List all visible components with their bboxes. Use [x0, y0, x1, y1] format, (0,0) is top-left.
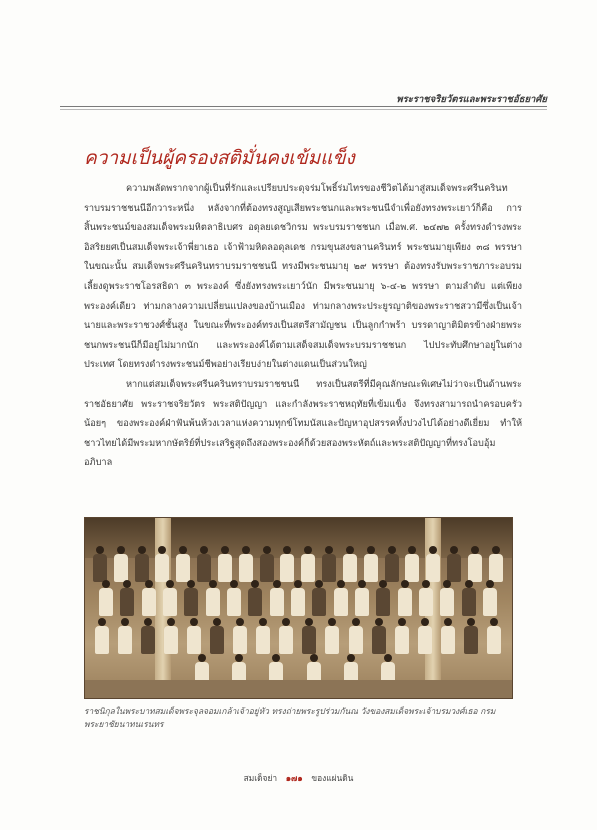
photo-person [398, 580, 412, 616]
photo-person [164, 618, 178, 654]
photo-person [302, 618, 316, 654]
paragraph-1: ความพลัดพรากจากผู้เป็นที่รักและเปรียบประดุจร่มโพธิ์ร่มไทรของชีวิตได้มาสู่สมเด็จพระศรีนครินทราบรมราชชนนีอีกวาระหนึ่ง หลังจากที่ต้องทรงสูญเสียพระชนกและพระชนนีจำเพื่อยังทรงพระเยาว์ก็คือ การสิ้นพระชนม์ของสมเด็จพระมหิตลาธิเบศร อดุลยเดชวิกรม พระบรมราชชนก เมื่อพ.ศ. ๒๔๗๒ ครั้งทรงดำรงพระอิสริยยศเป็นสมเด็จพระเจ้าพี่ยาเธอ เจ้าฟ้ามหิดลอดุลเดช กรมขุนสงขลานครินทร์ พระชนมายุเพียง ๓๘ พรรษา ในขณะนั้น สมเด็จพระศรีนครินทราบรมราชชนนี ทรงมีพระชนมายุ ๒๙ พรรษา ต้องทรงรับพระราชภาระอบรมเลี้ยงดูพระราชโอรสธิดา ๓ พระองค์ ซึ่งยังทรงพระเยาว์นัก มีพระชนมายุ ๖-๔-๒ พรรษา ตามลำดับ แต่เพียงพระองค์เดียว ท่ามกลางความเปลี่ยนแปลงของบ้านเมือง ท่ามกลางพระประยูรญาติของพระราชสวามีซึ่งเป็นเจ้านายและพระราชวงศ์ชั้นสูง ในขณะที่พระองค์ทรงเป็นสตรีสามัญชน เป็นลูกกำพร้า บรรดาญาติมิตรข้างฝ่ายพระชนกพระชนนีก็มีอยู่ไม่มากนัก และพระองค์ได้ตามเสด็จสมเด็จพระบรมราชชนก ไปประทับศึกษาอยู่ในต่างประเทศ โดยทรงดำรงพระชนม์ชีพอย่างเรียบง่ายในต่างแดนเป็นส่วนใหญ่ [84, 183, 522, 371]
photo-person [141, 618, 155, 654]
photo-person [135, 546, 149, 582]
photo-person [233, 618, 247, 654]
photo-person [464, 618, 478, 654]
photo-person [489, 546, 503, 582]
section-title: ความเป็นผู้ครองสติมั่นคงเข้มแข็ง [84, 147, 355, 169]
photo-person [155, 546, 169, 582]
photo-person [114, 546, 128, 582]
photo-person [248, 580, 262, 616]
photo-person [325, 618, 339, 654]
photo-person [349, 618, 363, 654]
photo-person [280, 546, 294, 582]
photo-person [418, 618, 432, 654]
photo-person [419, 580, 433, 616]
photo-person [440, 580, 454, 616]
photo-person [279, 618, 293, 654]
photo-person [118, 618, 132, 654]
photo-person [487, 618, 501, 654]
photo-person [176, 546, 190, 582]
photo-person [270, 580, 284, 616]
photo-person [256, 618, 270, 654]
photo-person [343, 546, 357, 582]
page-footer [0, 771, 597, 785]
photo-person [376, 580, 390, 616]
photo-person [395, 618, 409, 654]
photo-caption: ราชนิกุลในพระบาทสมเด็จพระจุลจอมเกล้าเจ้าอยู่หัว ทรงถ่ายพระรูปร่วมกันณ วังของสมเด็จพระเจ้าบรมวงศ์เธอ กรมพระยาชัยนาทนเรนทร [84, 706, 496, 729]
photo-person [187, 618, 201, 654]
photo-person [468, 546, 482, 582]
photo-person [462, 580, 476, 616]
photo-person [405, 546, 419, 582]
paragraph-2: หากแต่สมเด็จพระศรีนครินทราบรมราชชนนี ทรงเป็นสตรีที่มีคุณลักษณะพิเศษไม่ว่าจะเป็นด้านพระราชอัธยาศัย พระราชจริยวัตร พระสติปัญญา และกำลังพระราชหฤทัยที่เข้มแข็ง จึงทรงสามารถนำครอบครัวน้อยๆ ของพระองค์ฝ่าฟันพ้นห้วงเวลาแห่งความทุกข์โทมนัสและปัญหาอุปสรรคทั้งปวงไปได้อย่างดีเยี่ยม ทำให้ชาวไทยได้มีพระมหากษัตริย์ที่ประเสริฐสุดถึงสองพระองค์ก็ด้วยสองพระหัตถ์และพระสติปัญญาที่ทรงโอบอุ้มอภิบาล [84, 378, 522, 469]
footer-left-text: สมเด็จย่า [243, 773, 278, 783]
photo-person [227, 580, 241, 616]
photo-person [364, 546, 378, 582]
photo-person [385, 546, 399, 582]
photo-person [426, 546, 440, 582]
header-rule [60, 106, 547, 107]
footer-right-text: ของแผ่นดิน [311, 773, 354, 783]
photo-person [334, 580, 348, 616]
photo-person [447, 546, 461, 582]
photo-row-middle [99, 580, 497, 620]
running-header: พระราชจริยวัตรและพระราชอัธยาศัย [396, 94, 547, 105]
photo-person [210, 618, 224, 654]
photo-person [301, 546, 315, 582]
photo-person [142, 580, 156, 616]
photo-person [260, 546, 274, 582]
photo-person [184, 580, 198, 616]
group-photo [84, 517, 513, 699]
photo-person [291, 580, 305, 616]
photo-person [163, 580, 177, 616]
photo-person [95, 618, 109, 654]
photo-person [218, 546, 232, 582]
photo-person [372, 618, 386, 654]
photo-person [239, 546, 253, 582]
photo-floor [85, 680, 512, 698]
body-text [84, 179, 522, 473]
photo-person [312, 580, 326, 616]
header-rule-secondary [60, 109, 547, 110]
photo-person [120, 580, 134, 616]
photo-person [355, 580, 369, 616]
page-number: ๑๗๑ [285, 773, 303, 783]
photo-person [322, 546, 336, 582]
photo-person [483, 580, 497, 616]
photo-person [441, 618, 455, 654]
photo-row-seated [95, 618, 501, 658]
photo-person [93, 546, 107, 582]
photo-person [206, 580, 220, 616]
photo-person [99, 580, 113, 616]
photo-person [197, 546, 211, 582]
